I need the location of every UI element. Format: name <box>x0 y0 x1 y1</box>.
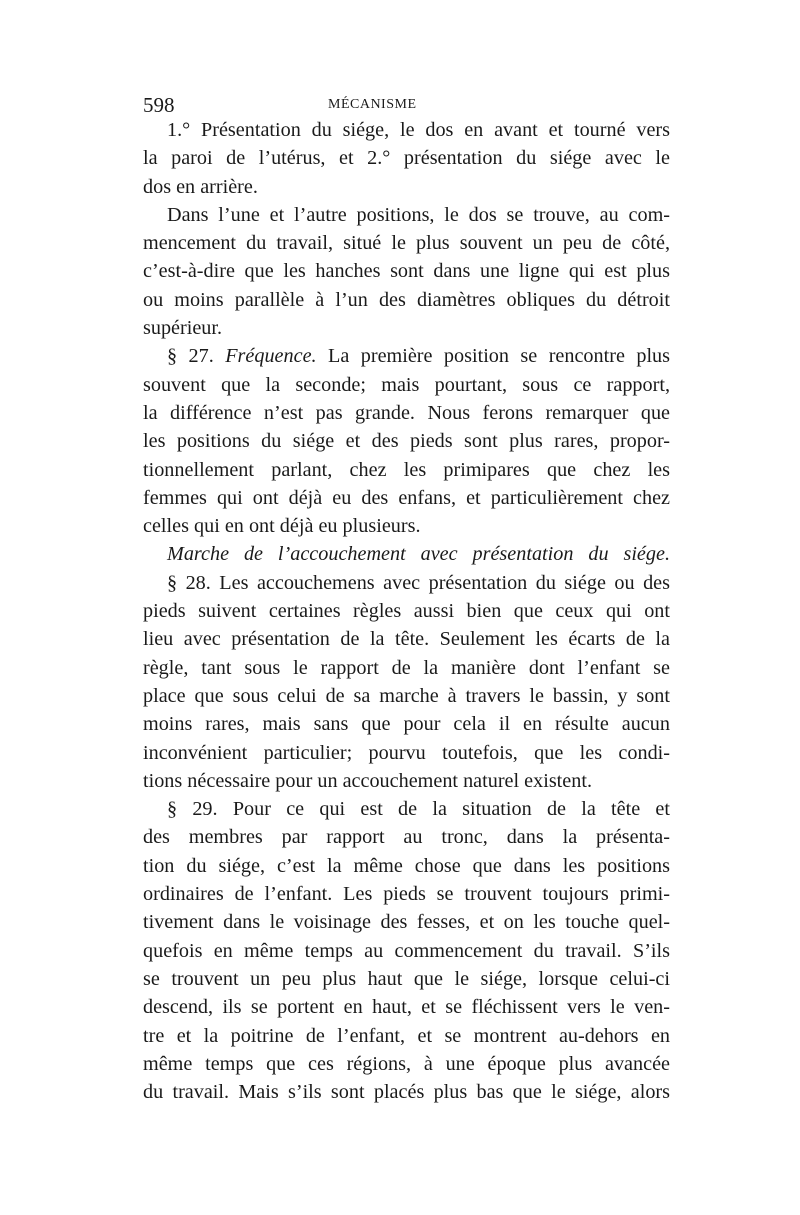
text-line: dos en arrière. <box>143 175 258 198</box>
text-line: les positions du siége et des pieds sont plus rares, propor- <box>143 430 670 453</box>
text-line: tionnellement parlant, chez les primipares que chez les <box>143 458 670 481</box>
running-head: MÉCANISME <box>328 97 417 112</box>
text-line: Marche de l’accouchement avec présentation du siége. <box>167 543 670 566</box>
text-line: la différence n’est pas grande. Nous ferons remarquer que <box>143 401 670 424</box>
text-line: femmes qui ont déjà eu des enfans, et particulièrement chez <box>143 486 670 509</box>
text-line: c’est-à-dire que les hanches sont dans une ligne qui est plus <box>143 260 670 283</box>
page-number: 598 <box>143 93 175 117</box>
italic-heading: Fréquence. <box>225 345 317 368</box>
text-line: 1.° Présentation du siége, le dos en avant et tourné vers <box>167 119 670 141</box>
text-line: se trouvent un peu plus haut que le siége, lorsque celui-ci <box>143 967 670 990</box>
body-text <box>143 116 670 1106</box>
text-line <box>143 342 670 370</box>
text-line: mencement du travail, situé le plus souvent un peu de côté, <box>143 232 670 255</box>
text-line: des membres par rapport au tronc, dans la présenta- <box>143 826 670 849</box>
text-line: quefois en même temps au commencement du travail. S’ils <box>143 939 670 962</box>
text-line: celles qui en ont déjà eu plusieurs. <box>143 515 421 538</box>
text-line: même temps que ces régions, à une époque plus avancée <box>143 1052 670 1075</box>
text-line: du travail. Mais s’ils sont placés plus bas que le siége, alors <box>143 1081 670 1104</box>
text-segment: § 27. <box>167 345 226 368</box>
text-line: supérieur. <box>143 317 223 340</box>
text-line: place que sous celui de sa marche à travers le bassin, y sont <box>143 684 670 707</box>
text-line: la paroi de l’utérus, et 2.° présentation du siége avec le <box>143 147 670 170</box>
text-line: tions nécessaire pour un accouchement naturel existent. <box>143 769 593 792</box>
text-line: descend, ils se portent en haut, et se fléchissent vers le ven- <box>143 996 670 1019</box>
text-line: Dans l’une et l’autre positions, le dos se trouve, au com- <box>167 203 670 226</box>
text-line: souvent que la seconde; mais pourtant, sous ce rapport, <box>143 373 670 396</box>
text-line: tion du siége, c’est la même chose que dans les positions <box>143 854 670 877</box>
text-segment: La première position se rencontre plus <box>316 345 671 368</box>
text-line: moins rares, mais sans que pour cela il en résulte aucun <box>143 713 670 736</box>
text-line: lieu avec présentation de la tête. Seulement les écarts de la <box>143 628 670 651</box>
text-line: inconvénient particulier; pourvu toutefois, que les condi- <box>143 741 670 764</box>
text-line: tivement dans le voisinage des fesses, et on les touche quel- <box>143 911 670 934</box>
text-line: § 28. Les accouchemens avec présentation du siége ou des <box>167 571 670 594</box>
text-line: ou moins parallèle à l’un des diamètres obliques du détroit <box>143 288 670 311</box>
text-line: ordinaires de l’enfant. Les pieds se trouvent toujours primi- <box>143 883 670 906</box>
text-line: pieds suivent certaines règles aussi bien que ceux qui ont <box>143 600 670 623</box>
text-line: tre et la poitrine de l’enfant, et se montrent au-dehors en <box>143 1024 670 1047</box>
text-line: règle, tant sous le rapport de la manière dont l’enfant se <box>143 656 670 679</box>
text-line: § 29. Pour ce qui est de la situation de la tête et <box>167 798 670 821</box>
